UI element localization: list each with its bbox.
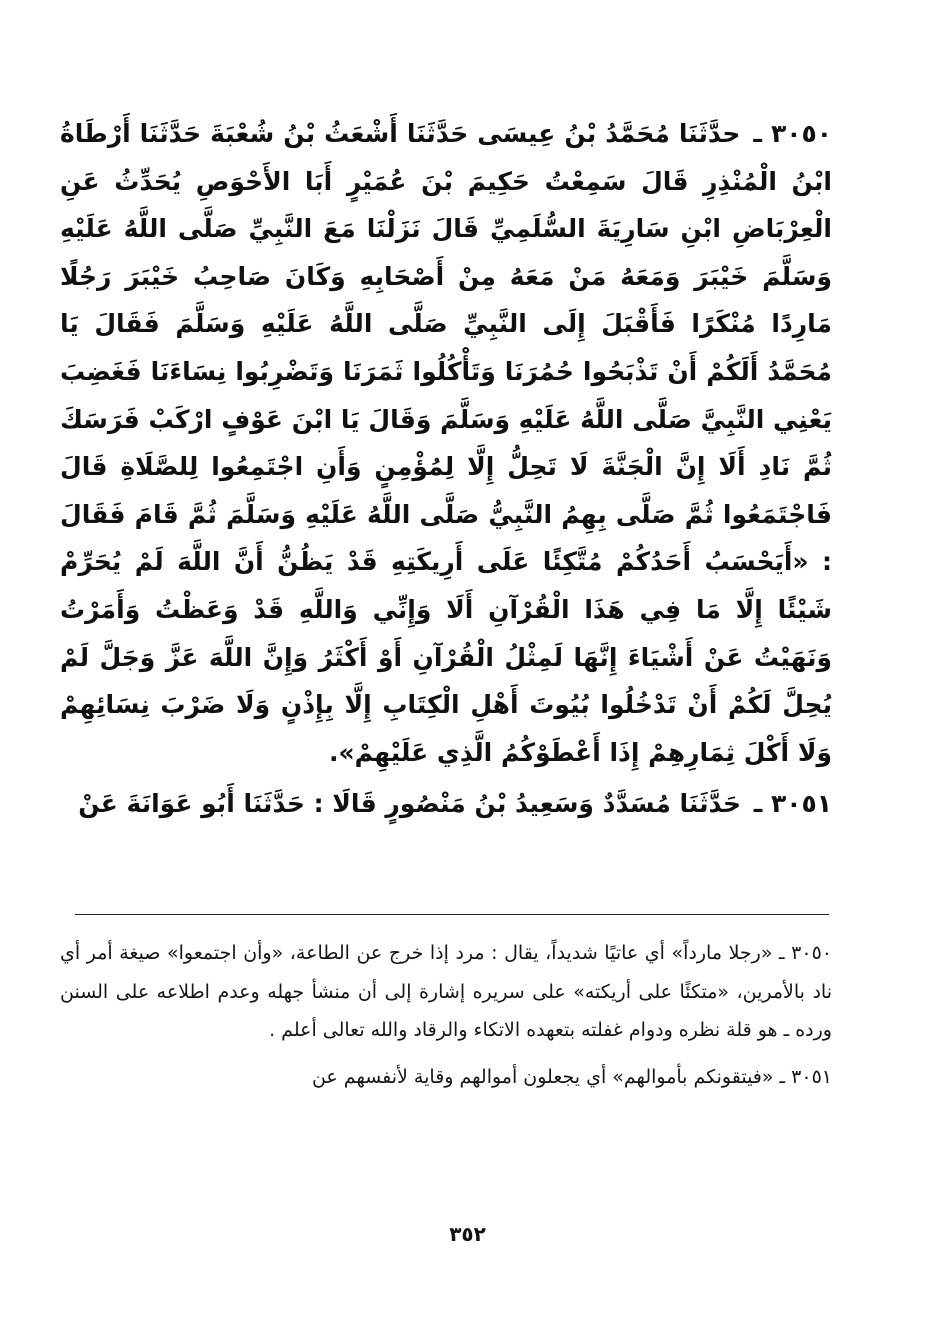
footnotes-block bbox=[60, 934, 832, 1104]
hadith-number: ٣٠٥٠ ـ bbox=[753, 119, 832, 148]
hadith-body: حَدَّثَنَا مُسَدَّدٌ وَسَعِيدُ بْنُ مَنْصُورٍ قَالَا : حَدَّثَنَا أَبُو عَوَانَةَ عَنْ bbox=[78, 789, 741, 819]
hadith-3050 bbox=[60, 110, 832, 776]
hadith-3051 bbox=[60, 780, 832, 828]
hadith-text-block bbox=[60, 110, 832, 832]
hadith-number: ٣٠٥١ ـ bbox=[753, 789, 832, 819]
footnote-3051: ٣٠٥١ ـ «فيتقونكم بأموالهم» أي يجعلون أموالهم وقاية لأنفسهم عن bbox=[311, 1065, 832, 1088]
hadith-body: حدَّثَنَا مُحَمَّدُ بْنُ عِيسَى حَدَّثَنَا أَشْعَثُ بْنُ شُعْبَةَ حَدَّثَنَا أَرْطَاةُ ابْنُ الْمُنْذِرِ قَالَ سَمِعْتُ حَكِيمَ بْنَ عُمَيْرٍ أَبَا الأَحْوَصِ يُحَدِّثُ عَنِ الْعِرْبَاضِ ابْنِ سَارِيَةَ السُّلَمِيِّ قَالَ نَزَلْنَا مَعَ النَّبِيِّ صَلَّى اللَّهُ عَلَيْهِ وَسَلَّمَ خَيْبَرَ وَمَعَهُ مَنْ مَعَهُ مِنْ أَصْحَابِهِ وَكَانَ صَاحِبُ خَيْبَرَ رَجُلًا مَارِدًا مُنْكَرًا فَأَقْبَلَ إِلَى النَّبِيِّ صَلَّى اللَّهُ عَلَيْهِ وَسَلَّمَ فَقَالَ يَا مُحَمَّدُ أَلَكُمْ أَنْ تَذْبَحُوا حُمُرَنَا وَتَأْكُلُوا ثَمَرَنَا وَتَضْرِبُوا نِسَاءَنَا فَغَضِبَ يَعْنِي النَّبِيَّ صَلَّى اللَّهُ عَلَيْهِ وَسَلَّمَ وَقَالَ يَا ابْنَ عَوْفٍ ارْكَبْ فَرَسَكَ ثُمَّ نَادِ أَلَا إِنَّ الْجَنَّةَ لَا تَحِلُّ إِلَّا لِمُؤْمِنٍ وَأَنِ اجْتَمِعُوا لِلصَّلَاةِ قَالَ فَاجْتَمَعُوا ثُمَّ صَلَّى بِهِمُ النَّبِيُّ صَلَّى اللَّهُ عَلَيْهِ وَسَلَّمَ ثُمَّ قَامَ فَقَالَ : «أَيَحْسَبُ أَحَدُكُمْ مُتَّكِئًا عَلَى أَرِيكَتِهِ قَدْ يَظُنُّ أَنَّ اللَّهَ لَمْ يُحَرِّمْ شَيْئًا إِلَّا مَا فِي هَذَا الْقُرْآنِ أَلَا وَإِنِّي وَاللَّهِ قَدْ وَعَظْتُ وَأَمَرْتُ وَنَهَيْتُ عَنْ أَشْيَاءَ إِنَّهَا لَمِثْلُ الْقُرْآنِ أَوْ أَكْثَرُ وَإِنَّ اللَّهَ عَزَّ وَجَلَّ لَمْ يُحِلَّ لَكُمْ أَنْ تَدْخُلُوا بُيُوتَ أَهْلِ الْكِتَابِ إِلَّا بِإِذْنٍ وَلَا ضَرْبَ نِسَائِهِمْ وَلَا أَكْلَ ثِمَارِهِمْ إِذَا أَعْطَوْكُمُ الَّذِي عَلَيْهِمْ». bbox=[60, 119, 832, 767]
footnote-separator bbox=[75, 914, 829, 915]
page-number: ٣٥٢ bbox=[449, 1222, 486, 1246]
footnote-3050: ٣٠٥٠ ـ «رجلا مارداً» أي عاتيًا شديداً، يقال : مرد إذا خرج عن الطاعة، «وأن اجتمعوا» صيغة أمر أي ناد بالأمرين، «متكئًا على أريكته» على سريره إشارة إلى أن منشأ جهله وعدم اطلاعه على السنن ورده ـ هو قلة نظره ودوام غفلته بتعهده الاتكاء والرقاد والله تعالى أعلم . bbox=[60, 942, 832, 1041]
